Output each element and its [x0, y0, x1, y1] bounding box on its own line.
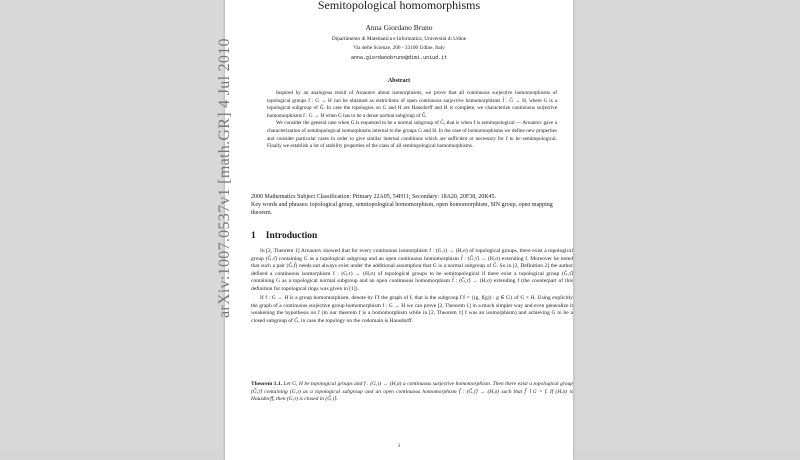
classification-block: [251, 193, 573, 217]
affiliation-line-1: Dipartimento di Matematica e Informatica, Università di Udine: [331, 36, 467, 42]
author-email[interactable]: anna.giordanobruno@dimi.uniud.it: [350, 55, 448, 61]
msc-line: 2000 Mathematics Subject Classification: Primary 22A05, 54H11; Secondary: 18A20, 20F38, 20K45.: [251, 194, 497, 200]
section-title: Introduction: [265, 231, 318, 241]
affiliation-line-2: Via delle Scienze, 206 - 33100 Udine, Italy: [353, 45, 445, 51]
viewer-background-left: [0, 0, 225, 450]
abstract-paragraph: Inspired by an analogous result of Arnautov about isomorphisms, we prove that all continuous surjective homomorphisms of topological groups f : G → H can be obtained as restrictions of open continuous surjective homomorphisms f̃ : G̃ → H, where G is a topological subgroup of G̃. In case the topologies on G and H are Hausdorff and H is complete, we characterize continuous surjective homomorphisms f : G → H when G has to be a dense normal subgroup of G̃.: [267, 90, 557, 119]
section-body: [251, 248, 573, 327]
pdf-page[interactable]: [225, 0, 573, 460]
abstract: [267, 90, 557, 151]
paper-title: Semitopological homomorphisms: [317, 0, 481, 12]
paper-author: Anna Giordano Bruno: [365, 23, 433, 32]
keywords-line: Key words and phrases: topological group, semitopological homomorphism, open homomorphism, SIN group, open mapping theorem.: [251, 202, 553, 216]
page-number: 1: [397, 443, 401, 449]
viewer-background-right: [573, 0, 800, 450]
body-paragraph: If f : G → H is a group homomorphism, denote by Γf the graph of f, that is the subgroup Γf = {(g, f(g)) : g ∈ G} of G × H. Using explicitly the graph of a continuous surjective group homomorphism f : G → H we can prove [2, Theorem 1] in a much simpler way and even generalize it weakening the hypothesis on f (in our theorem f is a homomorphism while in [2, Theorem 1] f was an isomorphism) and achieving G to be a closed subgroup of G̃, in case the topology on the codomain is Hausdorff.: [251, 295, 573, 324]
theorem-label: Theorem 1.1.: [251, 381, 283, 387]
section-heading: [251, 231, 317, 241]
body-paragraph: In [2, Theorem 1] Arnautov showed that for every continuous isomorphism f : (G,τ) → (H,σ) of topological groups, there exist a topological group (G̃,τ̃) containing G as a topological subgroup and an open continuous homomorphism f̃ : (G̃,τ̃) → (H,σ) extending f. Moreover he noted that such a pair (G̃,f̃) needs not always exist under the additional assumption that G is a normal subgroup of G̃. So in [2, Definition 2] the author defined a continuous isomorphism f : (G,τ) → (H,σ) of topological groups to be semitopological if there exist a topological group (G̃,τ̃) containing G as a topological normal subgroup and an open continuous homomorphism f̃ : (G̃,τ̃) → (H,σ) extending f (the counterpart of this definition for topological rings was given in [1]).: [251, 248, 573, 292]
section-number: 1: [251, 231, 256, 241]
theorem-text: Let G, H be topological groups and f : (G,τ) → (H,σ) a continuous surjective homomorphism. Then there exist a topological group (G̃,τ̃) containing (G,τ) as a topological subgroup and an open continuous homomorphism f̃ : (G̃,τ̃) → (H,σ) such that f̃ ↾G = f. If (H,σ) is Hausdorff, then (G,τ) is closed in (G̃,τ̃).: [251, 381, 573, 402]
theorem-block: [251, 381, 573, 404]
abstract-heading: Abstract: [387, 78, 411, 84]
arxiv-stamp: arXiv:1007.0537v1 [math.GR] 4 Jul 2010: [216, 38, 233, 318]
abstract-paragraph: We consider the general case when G is requested to be a normal subgroup of G̃, that is when f is semitopological — Arnautov gave a characterization of semitopological isomorphisms internal to the groups G and H. In the case of homomorphisms we define new properties and consider particular cases in order to give similar internal conditions which are sufficient or necessary for f to be semitopological. Finally we establish a lot of stability properties of the class of all semitopological homomorphisms.: [267, 120, 557, 150]
